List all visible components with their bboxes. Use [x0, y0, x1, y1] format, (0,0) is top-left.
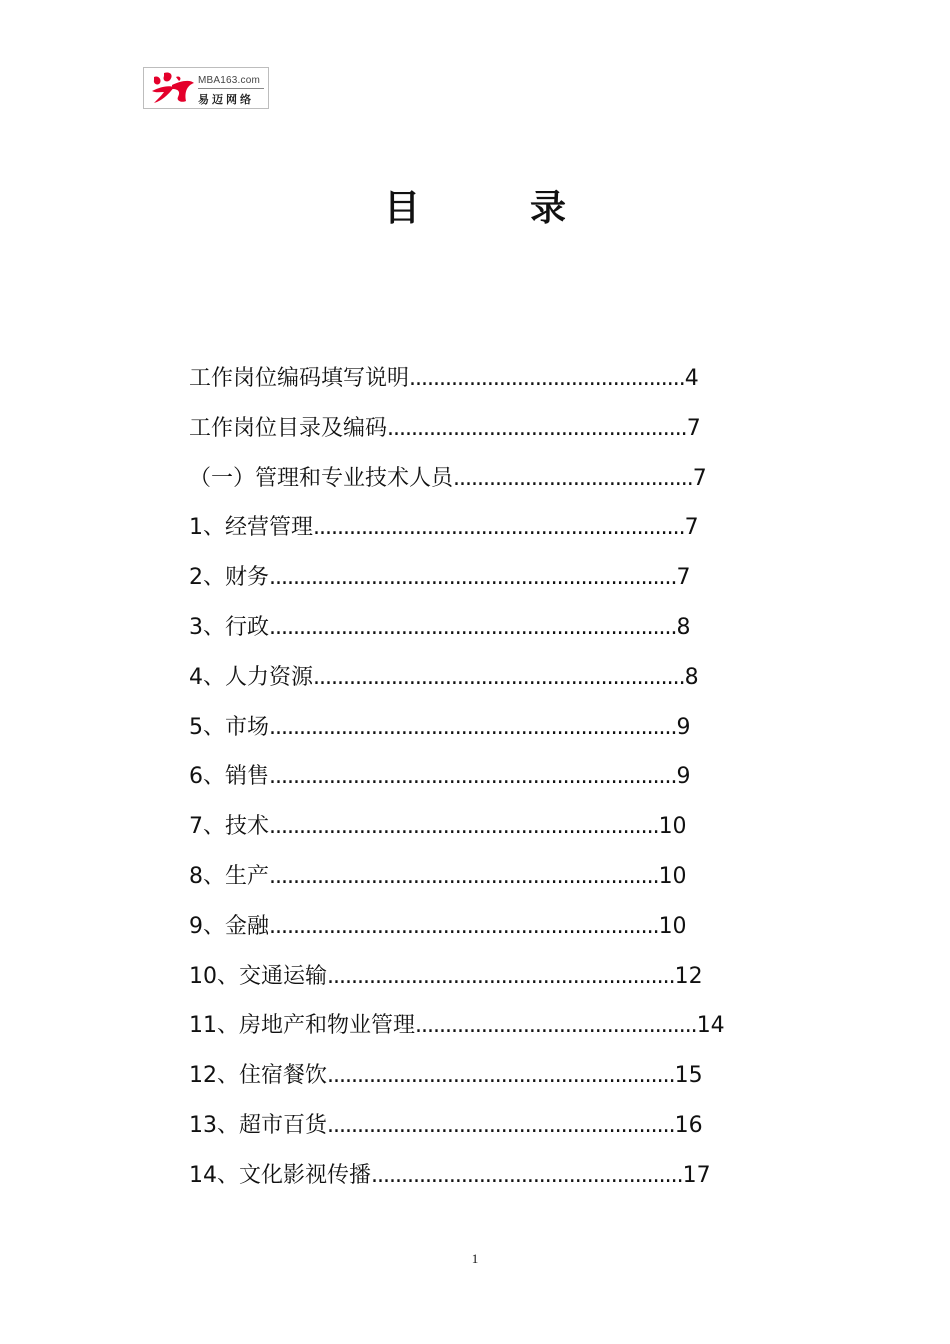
title-char-1: 目 — [383, 188, 420, 229]
toc-entry-label: 工作岗位目录及编码 — [189, 415, 388, 441]
toc-entry-page: 9 — [676, 714, 691, 740]
toc-entry-label: 3、行政 — [189, 614, 269, 640]
toc-entry-page: 7 — [692, 465, 707, 491]
mba163-logo-icon — [148, 71, 196, 107]
toc-entry-page: 14 — [696, 1013, 725, 1039]
toc-entry[interactable] — [189, 860, 725, 910]
toc-entry-leader: .................................................. — [387, 415, 687, 441]
toc-entry-label: 6、销售 — [189, 764, 269, 790]
toc-entry[interactable] — [189, 1009, 725, 1059]
toc-entry-page: 8 — [684, 664, 699, 690]
company-logo — [143, 67, 269, 109]
toc-entry-leader: .................................................................... — [269, 565, 677, 591]
toc-entry-leader: .............................................................. — [313, 664, 685, 690]
toc-entry-page: 9 — [676, 764, 691, 790]
toc-entry[interactable] — [189, 511, 725, 561]
toc-entry-page: 17 — [682, 1162, 711, 1188]
toc-entry[interactable] — [189, 960, 725, 1010]
toc-entry[interactable] — [189, 412, 725, 462]
toc-entry-label: 11、房地产和物业管理 — [189, 1013, 415, 1039]
toc-entry[interactable] — [189, 561, 725, 611]
toc-entry-label: 8、生产 — [189, 863, 269, 889]
toc-entry-page: 7 — [686, 415, 701, 441]
toc-entry-leader: .................................................... — [371, 1162, 683, 1188]
toc-entry-leader: ................................................................. — [269, 814, 659, 840]
toc-entry-label: 工作岗位编码填写说明 — [189, 366, 410, 391]
page-number: 1 — [471, 1251, 479, 1266]
table-of-contents — [189, 362, 725, 1209]
toc-entry[interactable] — [189, 760, 725, 810]
toc-entry-label: 4、人力资源 — [189, 664, 313, 690]
toc-entry-label: 14、文化影视传播 — [189, 1162, 371, 1188]
toc-entry-leader: .................................................................... — [269, 764, 677, 790]
toc-entry-label: 5、市场 — [189, 714, 269, 740]
toc-entry-leader: ................................................................. — [269, 863, 659, 889]
toc-entry-leader: .......................................................... — [327, 963, 675, 989]
toc-entry-leader: ................................................................. — [269, 913, 659, 939]
toc-entry-leader: ............................................... — [415, 1013, 697, 1039]
toc-entry-label: （一）管理和专业技术人员 — [189, 465, 454, 491]
toc-entry[interactable] — [189, 362, 725, 412]
toc-entry[interactable] — [189, 661, 725, 711]
toc-entry[interactable] — [189, 1109, 725, 1159]
toc-entry[interactable] — [189, 711, 725, 761]
toc-entry-page: 10 — [658, 913, 687, 939]
toc-entry-leader: ........................................ — [453, 465, 693, 491]
toc-entry-leader: .................................................................... — [269, 614, 677, 640]
toc-entry[interactable] — [189, 462, 725, 512]
toc-entry-page: 16 — [674, 1112, 703, 1138]
toc-entry-label: 7、技术 — [189, 814, 269, 840]
toc-entry-label: 12、住宿餐饮 — [189, 1063, 327, 1089]
toc-entry-leader: .............................................. — [409, 366, 685, 391]
toc-entry-page: 8 — [676, 614, 691, 640]
toc-entry-leader: .......................................................... — [327, 1063, 675, 1089]
toc-entry[interactable] — [189, 1059, 725, 1109]
title-char-2: 录 — [530, 188, 567, 229]
toc-entry-label: 1、经营管理 — [189, 515, 313, 541]
toc-entry-label: 10、交通运输 — [189, 963, 327, 989]
logo-chinese-text: 易迈网络 — [198, 93, 254, 106]
toc-entry-page: 4 — [684, 366, 699, 391]
toc-entry-page: 15 — [674, 1063, 703, 1089]
toc-entry-label: 2、财务 — [189, 565, 269, 591]
toc-entry-page: 10 — [658, 863, 687, 889]
toc-entry-leader: .................................................................... — [269, 714, 677, 740]
toc-entry-page: 7 — [684, 515, 699, 541]
toc-entry-leader: .............................................................. — [313, 515, 685, 541]
toc-entry[interactable] — [189, 611, 725, 661]
toc-entry-page: 10 — [658, 814, 687, 840]
toc-entry[interactable] — [189, 810, 725, 860]
toc-entry[interactable] — [189, 1159, 725, 1209]
toc-entry-page: 12 — [674, 963, 703, 989]
page-title — [0, 180, 950, 231]
logo-divider — [198, 88, 264, 89]
toc-entry-leader: .......................................................... — [327, 1112, 675, 1138]
toc-entry-label: 9、金融 — [189, 913, 269, 939]
toc-entry[interactable] — [189, 910, 725, 960]
toc-entry-label: 13、超市百货 — [189, 1112, 327, 1138]
logo-url-text: MBA163.com — [198, 75, 261, 86]
toc-entry-page: 7 — [676, 565, 691, 591]
